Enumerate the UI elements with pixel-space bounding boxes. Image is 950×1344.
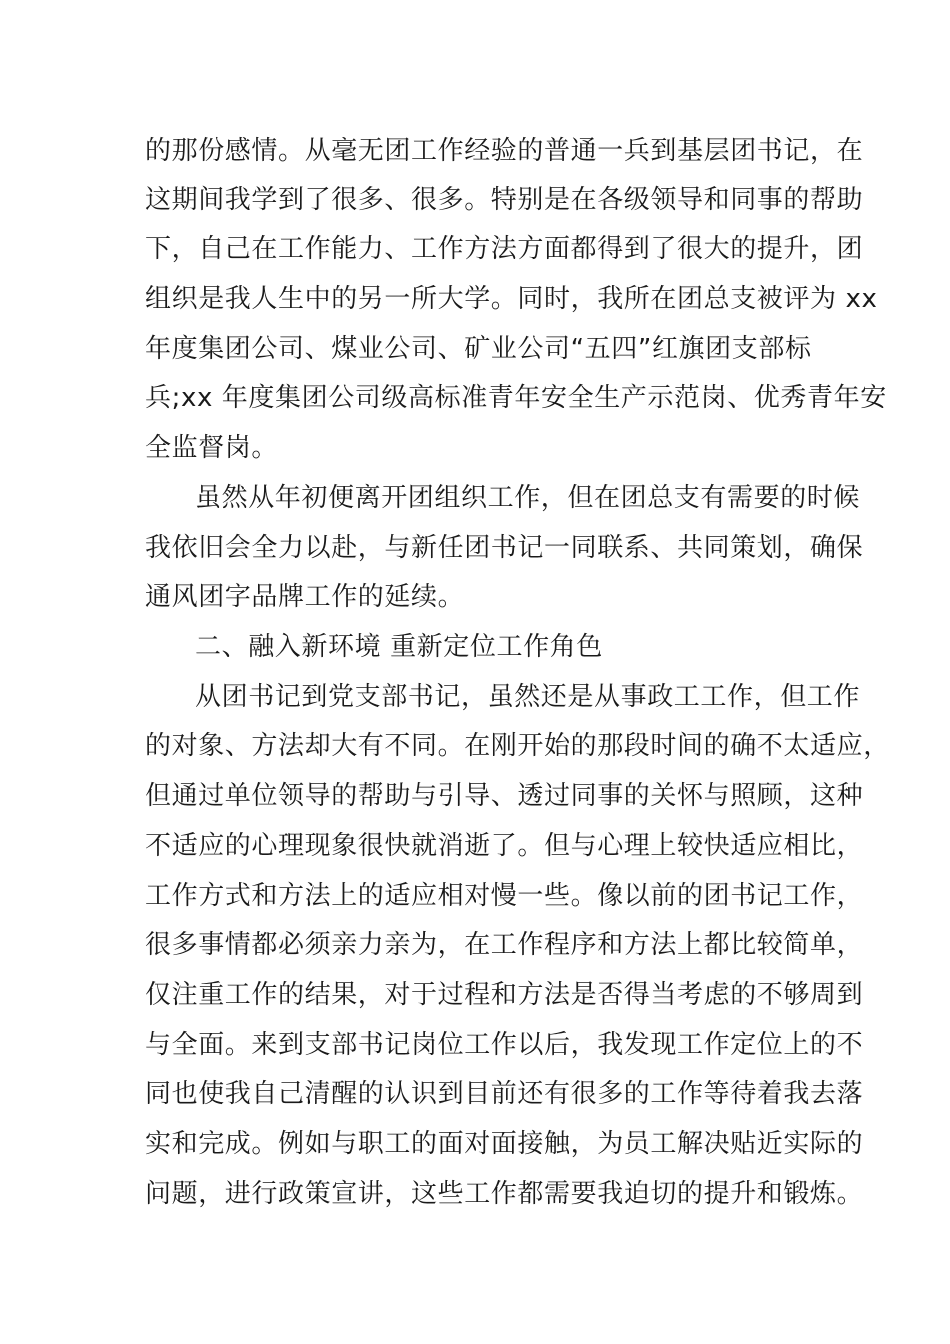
paragraph-first-line: 虽然从年初便离开团组织工作，但在团总支有需要的时候 xyxy=(195,483,861,513)
text-line: 组织是我人生中的另一所大学。同时，我所在团总支被评为 xx xyxy=(145,284,878,314)
text-line: 兵;xx 年度集团公司级高标准青年安全生产示范岗、优秀青年安 xyxy=(145,383,887,413)
text-line: 下，自己在工作能力、工作方法方面都得到了很大的提升，团 xyxy=(145,234,864,264)
text-line: 但通过单位领导的帮助与引导、透过同事的关怀与照顾，这种 xyxy=(145,781,864,811)
text-line: 的那份感情。从毫无团工作经验的普通一兵到基层团书记，在 xyxy=(145,136,864,166)
text-line: 很多事情都必须亲力亲为，在工作程序和方法上都比较简单， xyxy=(145,930,864,960)
text-line: 实和完成。例如与职工的面对面接触，为员工解决贴近实际的 xyxy=(145,1129,864,1159)
text-line: 仅注重工作的结果，对于过程和方法是否得当考虑的不够周到 xyxy=(145,980,864,1010)
text-line: 年度集团公司、煤业公司、矿业公司“五四”红旗团支部标 xyxy=(145,334,812,364)
text-line: 通风团字品牌工作的延续。 xyxy=(145,582,465,612)
paragraph-first-line: 从团书记到党支部书记，虽然还是从事政工工作，但工作 xyxy=(195,682,861,712)
text-line: 与全面。来到支部书记岗位工作以后，我发现工作定位上的不 xyxy=(145,1030,864,1060)
text-line: 的对象、方法却大有不同。在刚开始的那段时间的确不太适应， xyxy=(145,731,890,761)
text-line: 工作方式和方法上的适应相对慢一些。像以前的团书记工作， xyxy=(145,881,864,911)
text-line: 同也使我自己清醒的认识到目前还有很多的工作等待着我去落 xyxy=(145,1079,864,1109)
text-line: 这期间我学到了很多、很多。特别是在各级领导和同事的帮助 xyxy=(145,185,864,215)
text-line: 我依旧会全力以赴，与新任团书记一同联系、共同策划，确保 xyxy=(145,533,864,563)
text-line: 不适应的心理现象很快就消逝了。但与心理上较快适应相比， xyxy=(145,831,864,861)
section-heading: 二、融入新环境 重新定位工作角色 xyxy=(195,632,603,662)
text-line: 全监督岗。 xyxy=(145,433,279,463)
text-line: 问题，进行政策宣讲，这些工作都需要我迫切的提升和锻炼。 xyxy=(145,1179,864,1209)
